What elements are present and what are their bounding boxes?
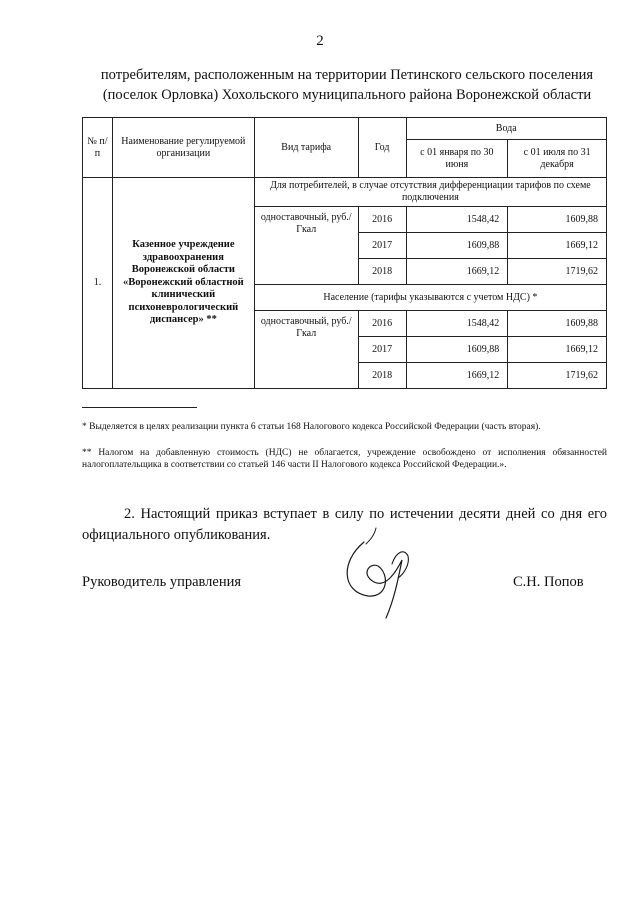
section-title-2: Население (тарифы указываются с учетом НДС) *	[254, 285, 606, 311]
intro-line-2: (поселок Орловка) Хохольского муниципального района Воронежской области	[102, 87, 592, 103]
section-title-1: Для потребителей, в случае отсутствия дифференциации тарифов по схеме подключения	[254, 178, 606, 207]
value-cell: 1669,12	[406, 259, 508, 285]
intro-line-1: потребителям, расположенным на территории Петинского сельского поселения	[100, 67, 594, 83]
signer-name: С.Н. Попов	[513, 574, 584, 590]
tariff-table	[82, 117, 607, 389]
value-cell: 1548,42	[406, 207, 508, 233]
header-num: № п/п	[83, 118, 113, 178]
row-number: 1.	[83, 178, 113, 389]
value-cell: 1609,88	[508, 207, 607, 233]
header-org: Наименование регулируемой организации	[112, 118, 254, 178]
signer-role: Руководитель управления	[82, 574, 242, 590]
year-cell: 2016	[358, 207, 406, 233]
year-cell: 2017	[358, 337, 406, 363]
tariff-type-2: одноставочный, руб./Гкал	[254, 311, 358, 389]
paragraph-text: 2. Настоящий приказ вступает в силу по истечении десяти дней со дня его официального опубликования.	[82, 506, 607, 543]
organization-name: Казенное учреждение здравоохранения Воронежской области «Воронежский областной клинический психоневрологический диспансер» **	[112, 178, 254, 389]
value-cell: 1669,12	[508, 233, 607, 259]
value-cell: 1609,88	[406, 233, 508, 259]
header-water: Вода	[406, 118, 606, 140]
value-cell: 1669,12	[406, 363, 508, 389]
footnote-2: ** Налогом на добавленную стоимость (НДС) не облагается, учреждение освобождено от исполнения обязанностей налогоплательщика в соответствии со статьей 146 части II Налогового кодекса Российской Федерации.».	[82, 448, 607, 470]
value-cell: 1609,88	[406, 337, 508, 363]
footnote-divider	[82, 407, 197, 408]
value-cell: 1609,88	[508, 311, 607, 337]
table-header-row	[83, 118, 607, 140]
handwritten-signature	[330, 522, 450, 622]
year-cell: 2018	[358, 259, 406, 285]
value-cell: 1548,42	[406, 311, 508, 337]
value-cell: 1669,12	[508, 337, 607, 363]
value-cell: 1719,62	[508, 259, 607, 285]
value-cell: 1719,62	[508, 363, 607, 389]
table-row	[83, 178, 607, 207]
header-period-2: с 01 июля по 31 декабря	[508, 140, 607, 178]
year-cell: 2016	[358, 311, 406, 337]
header-period-1: с 01 января по 30 июня	[406, 140, 508, 178]
year-cell: 2017	[358, 233, 406, 259]
header-year: Год	[358, 118, 406, 178]
year-cell: 2018	[358, 363, 406, 389]
page-number: 2	[316, 33, 324, 49]
tariff-type-1: одноставочный, руб./Гкал	[254, 207, 358, 285]
header-tariff-type: Вид тарифа	[254, 118, 358, 178]
intro-text	[82, 65, 612, 105]
footnote-1: * Выделяется в целях реализации пункта 6 статьи 168 Налогового кодекса Российской Федерации (часть вторая).	[82, 422, 541, 432]
